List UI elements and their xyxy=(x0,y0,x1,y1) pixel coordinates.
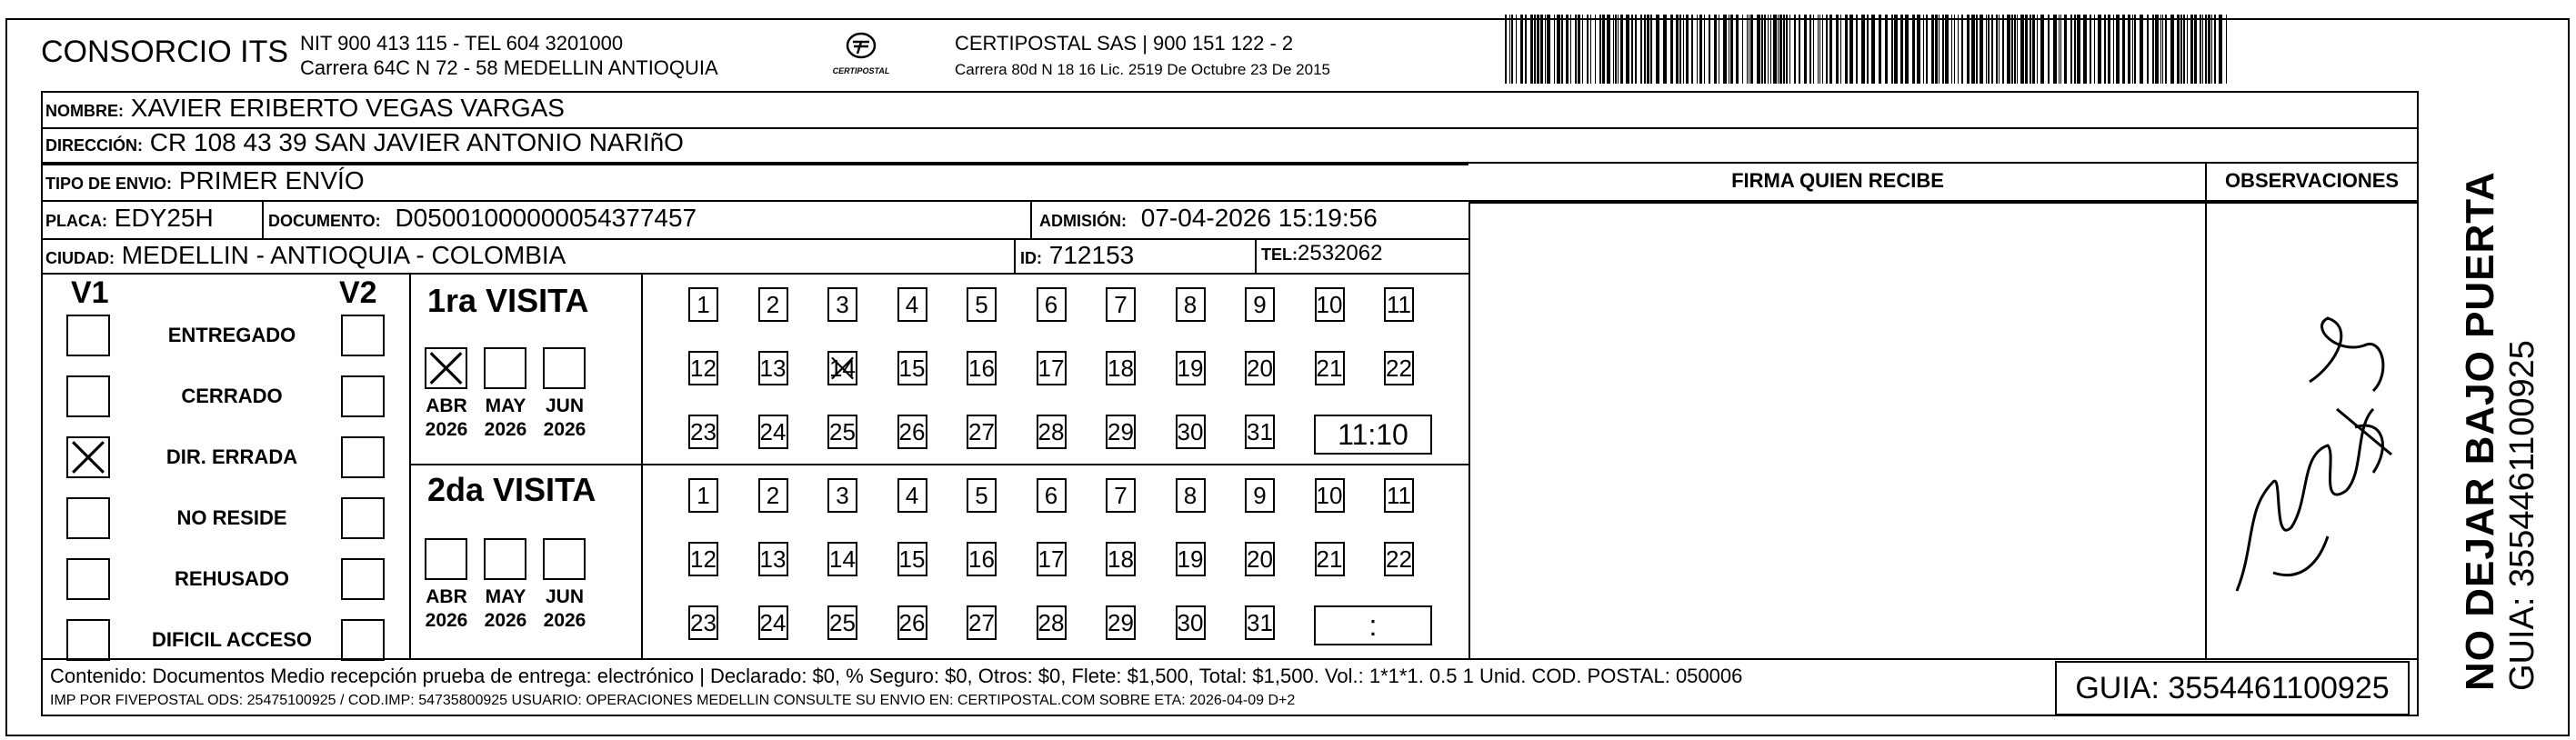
first-visit-day-12[interactable]: 12 xyxy=(688,351,718,385)
first-visit-day-21[interactable]: 21 xyxy=(1315,351,1345,385)
nit-line: NIT 900 413 115 - TEL 604 3201000 xyxy=(300,32,624,55)
first-visit-day-1[interactable]: 1 xyxy=(688,287,718,322)
v1-checkbox-3[interactable] xyxy=(66,436,110,478)
side-guide-number: GUIA: 3554461100925 xyxy=(2503,340,2541,691)
license-line: Carrera 80d N 18 16 Lic. 2519 De Octubre 23 De 2015 xyxy=(955,61,1330,78)
second-visit-day-9[interactable]: 9 xyxy=(1245,478,1275,513)
placa-label: PLACA: xyxy=(45,212,107,230)
first-visit-day-13[interactable]: 13 xyxy=(758,351,788,385)
second-visit-month-box-jun[interactable] xyxy=(543,538,586,580)
firma-header: FIRMA QUIEN RECIBE xyxy=(1731,169,1944,192)
guide-number-footer: GUIA: 3554461100925 xyxy=(2055,661,2410,715)
nombre-row xyxy=(45,94,565,123)
first-visit-day-31[interactable]: 31 xyxy=(1245,415,1275,449)
v1-checkbox-5[interactable] xyxy=(66,558,110,600)
status-label: ENTREGADO xyxy=(167,324,296,346)
documento-label: DOCUMENTO: xyxy=(268,212,381,230)
second-visit-day-31[interactable]: 31 xyxy=(1245,605,1275,640)
admision-row xyxy=(1039,204,1378,233)
second-visit-day-7[interactable]: 7 xyxy=(1106,478,1136,513)
second-visit-day-25[interactable]: 25 xyxy=(827,605,857,640)
first-visit-day-10[interactable]: 10 xyxy=(1315,287,1345,322)
first-visit-title: 1ra VISITA xyxy=(427,282,589,319)
direccion-value: CR 108 43 39 SAN JAVIER ANTONIO NARIñO xyxy=(149,128,684,156)
second-visit-day-6[interactable]: 6 xyxy=(1037,478,1067,513)
status-label: DIR. ERRADA xyxy=(165,445,298,468)
first-visit-day-27[interactable]: 27 xyxy=(967,415,997,449)
first-visit-month-box-may[interactable] xyxy=(484,347,526,389)
observaciones-header: OBSERVACIONES xyxy=(2224,169,2400,192)
second-visit-day-29[interactable]: 29 xyxy=(1106,605,1136,640)
first-visit-day-25[interactable]: 25 xyxy=(827,415,857,449)
second-visit-day-10[interactable]: 10 xyxy=(1315,478,1345,513)
second-visit-day-26[interactable]: 26 xyxy=(897,605,927,640)
v2-checkbox-2[interactable] xyxy=(341,375,385,417)
direccion-row xyxy=(45,128,684,157)
second-visit-month-box-abr[interactable] xyxy=(425,538,467,580)
barcode xyxy=(1505,15,2232,84)
second-visit-day-3[interactable]: 3 xyxy=(827,478,857,513)
second-visit-day-8[interactable]: 8 xyxy=(1176,478,1206,513)
handwritten-signature xyxy=(2219,273,2410,636)
second-visit-day-20[interactable]: 20 xyxy=(1245,542,1275,576)
second-visit-day-24[interactable]: 24 xyxy=(758,605,788,640)
first-visit-day-9[interactable]: 9 xyxy=(1245,287,1275,322)
first-visit-day-28[interactable]: 28 xyxy=(1037,415,1067,449)
tel-label: TEL: xyxy=(1261,245,1298,264)
id-label: ID: xyxy=(1020,249,1042,267)
first-visit-day-3[interactable]: 3 xyxy=(827,287,857,322)
v1-checkbox-2[interactable] xyxy=(66,375,110,417)
first-visit-day-29[interactable]: 29 xyxy=(1106,415,1136,449)
second-visit-day-14[interactable]: 14 xyxy=(827,542,857,576)
first-visit-day-26[interactable]: 26 xyxy=(897,415,927,449)
second-visit-day-16[interactable]: 16 xyxy=(967,542,997,576)
no-dejar-warning: NO DEJAR BAJO PUERTA xyxy=(2458,171,2502,691)
second-visit-day-4[interactable]: 4 xyxy=(897,478,927,513)
second-visit-day-12[interactable]: 12 xyxy=(688,542,718,576)
print-details: IMP POR FIVEPOSTAL ODS: 25475100925 / COD.IMP: 54735800925 USUARIO: OPERACIONES MEDELLIN CONSULTE SU ENVIO EN: CERTIPOSTAL.COM SOBRE ETA: 2026-04-09 D+2 xyxy=(50,693,1296,708)
first-visit-day-17[interactable]: 17 xyxy=(1037,351,1067,385)
second-visit-day-1[interactable]: 1 xyxy=(688,478,718,513)
second-visit-month-label: ABR 2026 xyxy=(425,586,468,631)
carrier-info xyxy=(955,31,1330,82)
first-visit-day-23[interactable]: 23 xyxy=(688,415,718,449)
nombre-value: XAVIER ERIBERTO VEGAS VARGAS xyxy=(130,94,565,122)
second-visit-day-2[interactable]: 2 xyxy=(758,478,788,513)
second-visit-time-field[interactable]: : xyxy=(1314,605,1432,645)
tipo-envio-label: TIPO DE ENVIO: xyxy=(45,175,173,193)
first-visit-day-16[interactable]: 16 xyxy=(967,351,997,385)
first-visit-day-15[interactable]: 15 xyxy=(897,351,927,385)
ciudad-label: CIUDAD: xyxy=(45,249,115,267)
second-visit-month-label: MAY 2026 xyxy=(484,586,527,631)
v2-checkbox-1[interactable] xyxy=(341,315,385,356)
first-visit-month-label: JUN 2026 xyxy=(543,395,586,440)
second-visit-month-box-may[interactable] xyxy=(484,538,526,580)
status-label: DIFICIL ACCESO xyxy=(151,628,312,651)
first-visit-month-label: MAY 2026 xyxy=(484,395,527,440)
first-visit-day-24[interactable]: 24 xyxy=(758,415,788,449)
first-visit-day-14[interactable]: 14 xyxy=(827,351,857,385)
tipo-envio-value: PRIMER ENVÍO xyxy=(178,166,365,195)
guide-form-border xyxy=(5,18,2570,736)
status-label: REHUSADO xyxy=(175,567,289,590)
v1-checkbox-1[interactable] xyxy=(66,315,110,356)
ciudad-row xyxy=(45,241,566,270)
content-details: Contenido: Documentos Medio recepción prueba de entrega: electrónico | Declarado: $0, % Seguro: $0, Otros: $0, Flete: $1,500, Total: $1,500. Vol.: 1*1*1. 0.5 1 Unid. COD. POSTAL: 050006 xyxy=(50,665,1743,687)
company-name: CONSORCIO ITS xyxy=(41,35,289,69)
nombre-label: NOMBRE: xyxy=(45,102,124,120)
logo-text: CERTIPOSTAL xyxy=(832,66,890,75)
first-visit-day-7[interactable]: 7 xyxy=(1106,287,1136,322)
tipo-envio-row xyxy=(45,166,365,195)
second-visit-day-22[interactable]: 22 xyxy=(1384,542,1414,576)
documento-value: D05001000000054377457 xyxy=(395,204,697,232)
second-visit-day-19[interactable]: 19 xyxy=(1176,542,1206,576)
first-visit-month-box-abr[interactable] xyxy=(425,347,467,389)
second-visit-day-5[interactable]: 5 xyxy=(967,478,997,513)
ciudad-value: MEDELLIN - ANTIOQUIA - COLOMBIA xyxy=(121,241,566,269)
v2-checkbox-5[interactable] xyxy=(341,558,385,600)
first-visit-day-30[interactable]: 30 xyxy=(1176,415,1206,449)
first-visit-time-field[interactable]: 11:10 xyxy=(1314,415,1432,455)
logo-emblem-icon xyxy=(841,30,881,65)
second-visit-day-13[interactable]: 13 xyxy=(758,542,788,576)
v1-checkbox-6[interactable] xyxy=(66,619,110,661)
direccion-label: DIRECCIÓN: xyxy=(45,136,143,155)
second-visit-month-label: JUN 2026 xyxy=(543,586,586,631)
first-visit-day-4[interactable]: 4 xyxy=(897,287,927,322)
second-visit-day-30[interactable]: 30 xyxy=(1176,605,1206,640)
placa-value: EDY25H xyxy=(114,204,214,232)
v2-checkbox-6[interactable] xyxy=(341,619,385,661)
first-visit-month-label: ABR 2026 xyxy=(425,395,468,440)
first-visit-day-5[interactable]: 5 xyxy=(967,287,997,322)
v1-header: V1 xyxy=(71,275,109,310)
v2-header: V2 xyxy=(339,275,377,310)
second-visit-day-21[interactable]: 21 xyxy=(1315,542,1345,576)
first-visit-day-2[interactable]: 2 xyxy=(758,287,788,322)
admision-value: 07-04-2026 15:19:56 xyxy=(1140,204,1378,232)
company-info xyxy=(300,31,718,80)
second-visit-day-27[interactable]: 27 xyxy=(967,605,997,640)
first-visit-day-22[interactable]: 22 xyxy=(1384,351,1414,385)
certipostal-logo xyxy=(811,30,911,75)
placa-row xyxy=(45,204,214,233)
v2-checkbox-4[interactable] xyxy=(341,497,385,539)
first-visit-month-box-jun[interactable] xyxy=(543,347,586,389)
v1-checkbox-4[interactable] xyxy=(66,497,110,539)
status-label: NO RESIDE xyxy=(176,506,287,529)
admision-label: ADMISIÓN: xyxy=(1039,212,1127,230)
first-visit-day-6[interactable]: 6 xyxy=(1037,287,1067,322)
side-text xyxy=(2458,171,2542,691)
second-visit-day-11[interactable]: 11 xyxy=(1384,478,1414,513)
second-visit-day-15[interactable]: 15 xyxy=(897,542,927,576)
first-visit-day-20[interactable]: 20 xyxy=(1245,351,1275,385)
second-visit-day-23[interactable]: 23 xyxy=(688,605,718,640)
second-visit-title: 2da VISITA xyxy=(427,471,596,508)
carrier-line: CERTIPOSTAL SAS | 900 151 122 - 2 xyxy=(955,32,1294,55)
first-visit-day-18[interactable]: 18 xyxy=(1106,351,1136,385)
tel-value: 2532062 xyxy=(1298,241,1383,265)
second-visit-day-18[interactable]: 18 xyxy=(1106,542,1136,576)
first-visit-day-8[interactable]: 8 xyxy=(1176,287,1206,322)
id-value: 712153 xyxy=(1048,241,1135,269)
second-visit-day-28[interactable]: 28 xyxy=(1037,605,1067,640)
first-visit-day-19[interactable]: 19 xyxy=(1176,351,1206,385)
v2-checkbox-3[interactable] xyxy=(341,436,385,478)
id-row xyxy=(1020,241,1134,270)
address-line: Carrera 64C N 72 - 58 MEDELLIN ANTIOQUIA xyxy=(300,56,718,79)
second-visit-day-17[interactable]: 17 xyxy=(1037,542,1067,576)
tel-row xyxy=(1261,241,1382,266)
documento-row xyxy=(268,204,697,233)
first-visit-day-11[interactable]: 11 xyxy=(1384,287,1414,322)
status-label: CERRADO xyxy=(181,385,283,407)
